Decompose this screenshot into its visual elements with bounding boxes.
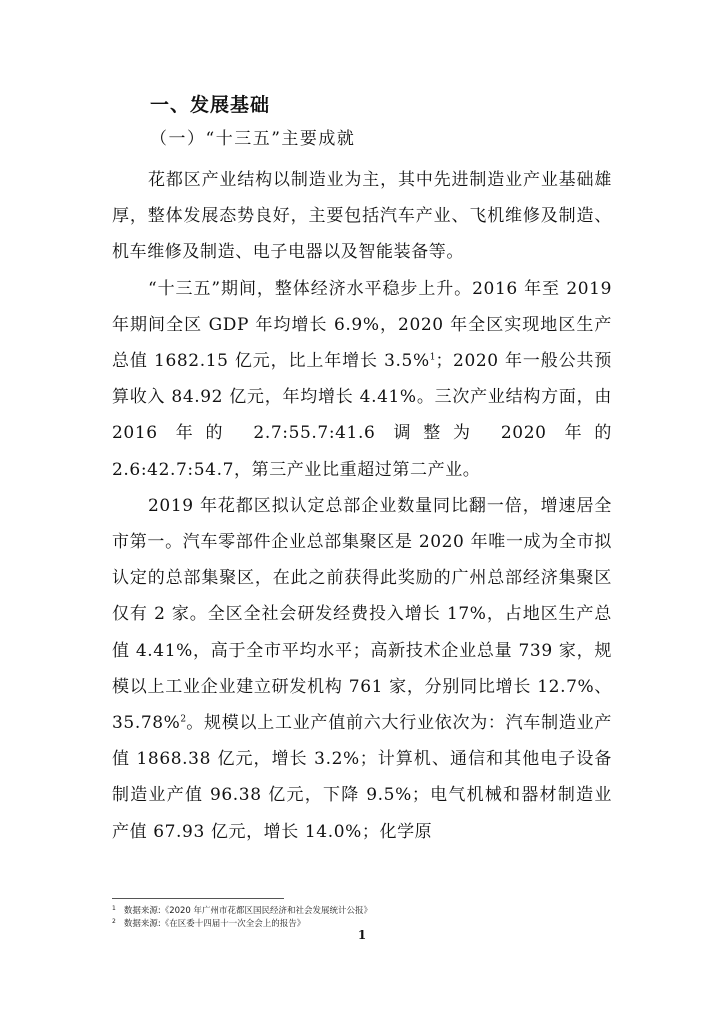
footnote-ref-2[interactable]: 2 xyxy=(180,714,187,725)
page-number: 1 xyxy=(357,928,367,942)
subsection-heading: （一）“十三五”主要成就 xyxy=(150,129,356,149)
paragraph-text: 。规模以上工业产值前六大行业依次为：汽车制造业产值 1868.38 亿元，增长 3.2%；计算机、通信和其他电子设备制造业产值 96.38 亿元，下降 9.5%；电气机械和器材制造业产值 67.93 亿元，增长 14.0%；化学原 xyxy=(112,713,612,842)
paragraph-text: ；2020 年一般公共预算收入 84.92 亿元，年均增长 4.41%。三次产业结构方面，由 2016 年的 2.7:55.7:41.6 调整为 2020 年的 2.6:42.7:54.7，第三产业比重超过第二产业。 xyxy=(112,351,612,480)
paragraph-industry-structure xyxy=(112,162,612,271)
footnote-ref-1[interactable]: 1 xyxy=(429,352,436,363)
paragraph-headquarters xyxy=(112,488,612,850)
footnote-mark: 1 xyxy=(112,905,116,912)
paragraph-economic-growth xyxy=(112,271,612,488)
footnote-1 xyxy=(112,905,612,918)
body-content xyxy=(112,92,612,850)
footnote-text: 数据来源:《2020 年广州市花都区国民经济和社会发展统计公报》 xyxy=(123,906,373,916)
footnotes xyxy=(112,898,612,931)
footnote-mark: 2 xyxy=(112,918,116,925)
section-heading: 一、发展基础 xyxy=(150,94,271,116)
footnote-divider xyxy=(112,898,284,899)
paragraph-text: “十三五”期间，整体经济水平稳步上升。2016 年至 2019 年期间全区 GDP 年均增长 6.9%，2020 年全区实现地区生产总值 1682.15 亿元，比上年增长 3.5% xyxy=(112,278,612,372)
paragraph-text: 花都区产业结构以制造业为主，其中先进制造业产业基础雄厚，整体发展态势良好，主要包括汽车产业、飞机维修及制造、机车维修及制造、电子电器以及智能装备等。 xyxy=(112,170,612,263)
paragraph-text: 2019 年花都区拟认定总部企业数量同比翻一倍，增速居全市第一。汽车零部件企业总部集聚区是 2020 年唯一成为全市拟认定的总部集聚区，在此之前获得此奖励的广州总部经济集聚区仅有 2 家。全区全社会研发经费投入增长 17%，占地区生产总值 4.41%，高于全市平均水平；高新技术企业总量 739 家，规模以上工业企业建立研发机构 761 家，分别同比增长 12.7%、35.78% xyxy=(112,495,612,734)
footnote-text: 数据来源:《在区委十四届十一次全会上的报告》 xyxy=(123,919,306,929)
